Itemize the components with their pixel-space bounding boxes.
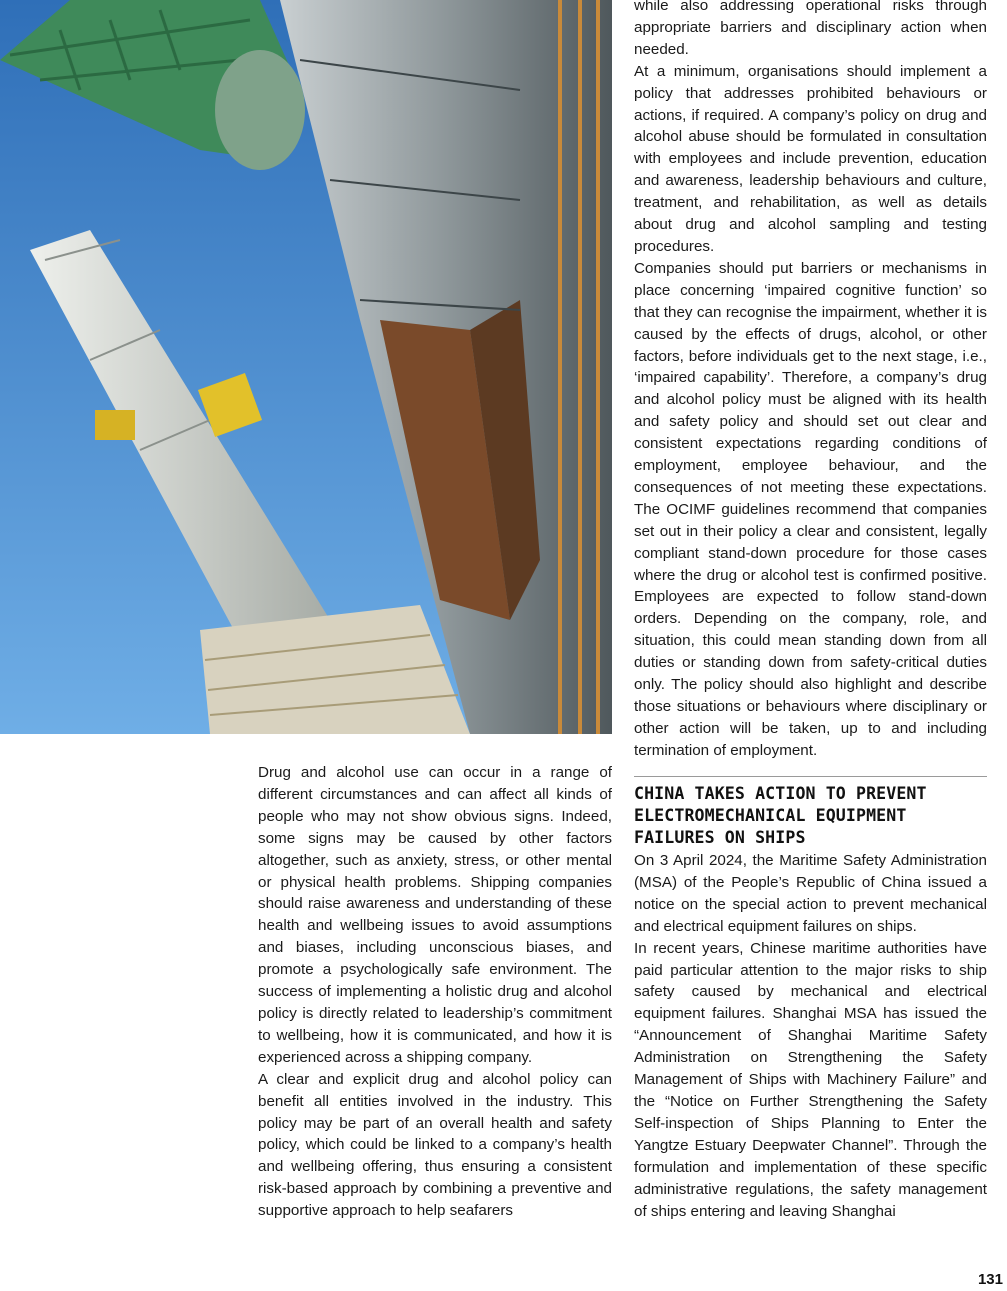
section-divider: [634, 776, 987, 777]
page-number: 131: [977, 1271, 1003, 1288]
paragraph: while also addressing operational risks through appropriate barriers and disciplinary action when needed.: [634, 0, 987, 58]
paragraph: A clear and explicit drug and alcohol policy can benefit all entities involved in the industry. This policy may be part of an overall health and safety policy, which could be linked to a company’s health and wellbeing offering, thus ensuring a consistent risk-based approach by combining a preventive and supportive approach to help seafarers: [258, 1070, 612, 1220]
paragraph: In recent years, Chinese maritime authorities have paid particular attention to the major risks to ship safety caused by mechanical and electrical equipment failures. Shanghai MSA has issued the “Announcement of Shanghai Maritime Safety Administration on Strengthening the Safety Management of Ships with Machinery Failure” and the “Notice on Further Strengthening the Safety Self-inspection of Ships Planning to Enter the Yangtze Estuary Deepwater Channel”. Through the formulation and implementation of these specific administrative regulations, the safety management of ships entering and leaving Shanghai: [634, 939, 987, 1220]
section-heading: CHINA TAKES ACTION TO PREVENT ELECTROMECHANICAL EQUIPMENT FAILURES ON SHIPS: [634, 784, 927, 847]
right-text-column-bottom: [634, 850, 987, 1222]
paragraph: On 3 April 2024, the Maritime Safety Administration (MSA) of the People’s Republic of China issued a notice on the special action to prevent mechanical and electrical equipment failures on ships.: [634, 852, 987, 935]
right-text-column-top: [634, 0, 987, 762]
paragraph: Companies should put barriers or mechanisms in place concerning ‘impaired cognitive function’ so that they can recognise the impairment, whether it is caused by the effects of drugs, alcohol, or other factors, before individuals get to the next stage, i.e., ‘impaired capability’. Therefore, a company’s drug and alcohol policy must be aligned with its health and safety policy and should set out clear and consistent expectations regarding conditions of employment, employee behaviour, and the consequences of not meeting these expectations. The OCIMF guidelines recommend that companies set out in their policy a clear and consistent, legally compliant stand-down procedure for those cases where the drug or alcohol test is confirmed positive. Employees are expected to follow stand-down orders. Depending on the company, role, and situation, this could mean standing down from all duties or standing down from safety-critical duties only. The policy should also highlight and describe those situations or behaviours where disciplinary or other action will be taken, up to and including termination of employment.: [634, 259, 987, 759]
left-text-column: [258, 762, 612, 1222]
ship-crane-photo: [0, 0, 612, 734]
paragraph: Drug and alcohol use can occur in a range of different circumstances and can affect all kinds of people who may not show obvious signs. Indeed, some signs may be caused by other factors altogether, such as anxiety, stress, or other mental or physical health problems. Shipping companies should raise awareness and understanding of these health and wellbeing issues to avoid assumptions and biases, including unconscious biases, and promote a psychologically safe environment. The success of implementing a holistic drug and alcohol policy is directly related to leadership’s commitment to wellbeing, how it is communicated, and how it is experienced across a shipping company.: [258, 764, 612, 1066]
paragraph: At a minimum, organisations should implement a policy that addresses prohibited behaviours or actions, if required. A company’s policy on drug and alcohol abuse should be formulated in consultation with employees and include prevention, education and awareness, leadership behaviours and culture, treatment, and rehabilitation, as well as details about drug and alcohol sampling and testing procedures.: [634, 62, 987, 255]
